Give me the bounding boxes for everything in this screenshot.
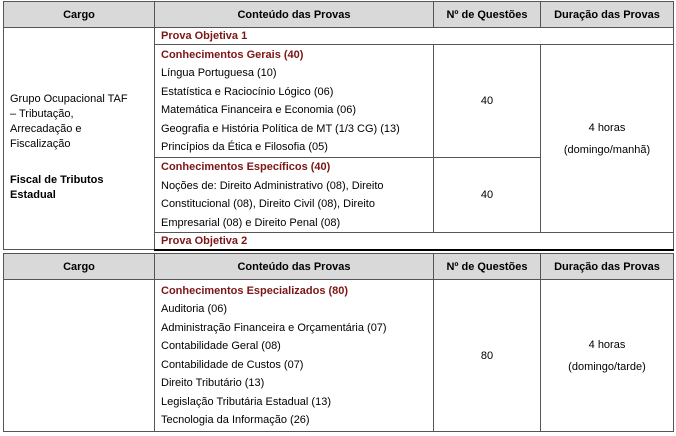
subject-item: Língua Portuguesa (10) [161,67,277,79]
header-duracao: Duração das Provas [541,254,674,280]
cargo-line: Fiscalização [10,138,71,150]
subject-item: Tecnologia da Informação (26) [161,414,310,426]
header-duracao: Duração das Provas [541,2,674,28]
cargo-title-line: Fiscal de Tributos [10,174,104,186]
especificos-questoes: 40 [434,158,541,233]
subject-item: Contabilidade de Custos (07) [161,358,304,371]
subject-item: Noções de: Direito Administrativo (08), Direito [161,179,384,192]
header-cargo: Cargo [4,2,155,28]
header-conteudo: Conteúdo das Provas [155,2,434,28]
table-header-row [4,254,674,280]
gerais-content [155,45,434,158]
header-cargo: Cargo [4,254,155,280]
subject-item: Administração Financeira e Orçamentária (07) [161,321,387,334]
duracao-period: (domingo/tarde) [568,360,646,373]
especificos-content [155,158,434,233]
table-header-row [4,2,674,28]
subject-item: Direito Tributário (13) [161,377,265,389]
especificos-title: Conhecimentos Específicos (40) [161,161,331,173]
subject-item: Estatística e Raciocínio Lógico (06) [161,85,334,98]
especializados-title: Conhecimentos Especializados (80) [161,284,349,297]
duracao-period: (domingo/manhã) [563,143,651,156]
especializados-questoes: 80 [434,280,541,432]
gerais-questoes: 40 [434,45,541,158]
especializados-content [155,280,434,432]
duracao-cell-1 [541,45,674,233]
cargo-title-line: Estadual [10,189,56,201]
exam-table-1 [3,1,674,251]
subject-item: Geografia e História Política de MT (1/3 CG) (13) [161,122,400,135]
subject-item: Princípios da Ética e Filosofia (05) [161,141,328,153]
exam-table-2 [3,253,674,432]
subject-item: Auditoria (06) [161,303,228,315]
gerais-title: Conhecimentos Gerais (40) [161,48,304,61]
subject-item: Matemática Financeira e Economia (06) [161,104,357,116]
subject-item: Empresarial (08) e Direito Penal (08) [161,216,341,229]
duracao-hours: 4 horas [588,121,626,134]
cargo-cell-empty [4,280,155,432]
prova-objetiva-2-label: Prova Objetiva 2 [155,233,674,250]
cargo-cell [4,28,155,250]
subject-item: Legislação Tributária Estadual (13) [161,395,331,408]
cargo-line: Grupo Ocupacional TAF [10,93,128,105]
cargo-line: – Tributação, [10,108,74,120]
duracao-hours: 4 horas [588,338,626,351]
duracao-cell-2 [541,280,674,432]
prova-objetiva-1-label: Prova Objetiva 1 [155,28,674,45]
header-conteudo: Conteúdo das Provas [155,254,434,280]
cargo-line: Arrecadação e [10,123,82,135]
subject-item: Contabilidade Geral (08) [161,340,281,352]
header-questoes: Nº de Questões [434,2,541,28]
header-questoes: Nº de Questões [434,254,541,280]
subject-item: Constitucional (08), Direito Civil (08), Direito [161,198,375,210]
